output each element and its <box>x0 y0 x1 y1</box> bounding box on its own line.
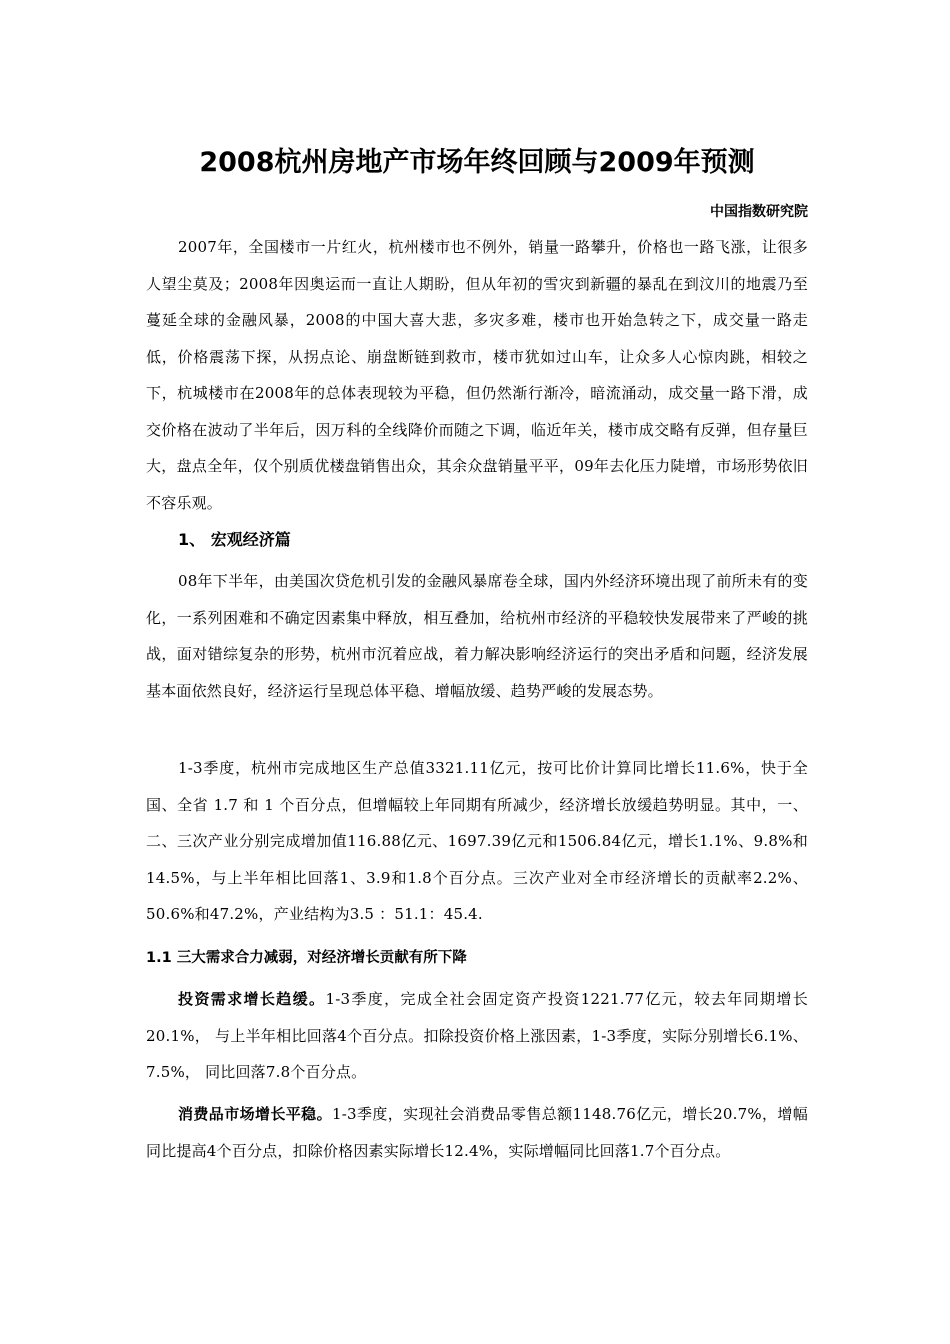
document-author: 中国指数研究院 <box>710 204 808 220</box>
subsection-heading-1-1: 1.1 三大需求合力减弱，对经济增长贡献有所下降 <box>146 950 467 966</box>
macro-economy-paragraph-2: 1-3季度，杭州市完成地区生产总值3321.11亿元，按可比价计算同比增长11.6%，快于全国、全省 1.7 和 1 个百分点，但增幅较上年同期有所减少，经济增长放缓趋势明显。其中，一、二、三次产业分别完成增加值116.88亿元、1697.39亿元和1506.84亿元，增长1.1%、9.8%和14.5%，与上半年相比回落1、3.9和1.8个百分点。三次产业对全市经济增长的贡献率2.2%、50.6%和47.2%，产业结构为3.5 ：51.1：45.4. <box>146 759 808 923</box>
investment-paragraph <box>146 981 808 1091</box>
document-title: 2008杭州房地产市场年终回顾与2009年预测 <box>199 147 755 178</box>
consumption-lead: 消费品市场增长平稳。 <box>178 1105 332 1123</box>
investment-text: 1-3季度，完成全社会固定资产投资1221.77亿元，较去年同期增长20.1%， 与上半年相比回落4个百分点。扣除投资价格上涨因素，1-3季度，实际分别增长6.1%、7.5%， 同比回落7.8个百分点。 <box>146 990 808 1081</box>
consumption-paragraph <box>146 1096 808 1169</box>
macro-economy-paragraph-1: 08年下半年，由美国次贷危机引发的金融风暴席卷全球，国内外经济环境出现了前所未有的变化，一系列困难和不确定因素集中释放，相互叠加，给杭州市经济的平稳较快发展带来了严峻的挑战，面对错综复杂的形势，杭州市沉着应战，着力解决影响经济运行的突出矛盾和问题，经济发展基本面依然良好，经济运行呈现总体平稳、增幅放缓、趋势严峻的发展态势。 <box>146 572 808 700</box>
section-heading-macro-economy: 1、 宏观经济篇 <box>178 530 291 549</box>
intro-paragraph: 2007年，全国楼市一片红火，杭州楼市也不例外，销量一路攀升，价格也一路飞涨，让很多人望尘莫及；2008年因奥运而一直让人期盼，但从年初的雪灾到新疆的暴乱在到汶川的地震乃至蔓延全球的金融风暴，2008的中国大喜大悲，多灾多难，楼市也开始急转之下，成交量一路走低，价格震荡下探，从拐点论、崩盘断链到救市，楼市犹如过山车，让众多人心惊肉跳，相较之下，杭城楼市在2008年的总体表现较为平稳，但仍然渐行渐冷，暗流涌动，成交量一路下滑，成交价格在波动了半年后，因万科的全线降价而随之下调，临近年关，楼市成交略有反弹，但存量巨大，盘点全年，仅个别质优楼盘销售出众，其余众盘销量平平，09年去化压力陡增，市场形势依旧不容乐观。 <box>146 238 808 512</box>
consumption-text: 1-3季度，实现社会消费品零售总额1148.76亿元，增长20.7%，增幅同比提高4个百分点，扣除价格因素实际增长12.4%，实际增幅同比回落1.7个百分点。 <box>146 1105 808 1160</box>
investment-lead: 投资需求增长趋缓。 <box>178 990 326 1008</box>
